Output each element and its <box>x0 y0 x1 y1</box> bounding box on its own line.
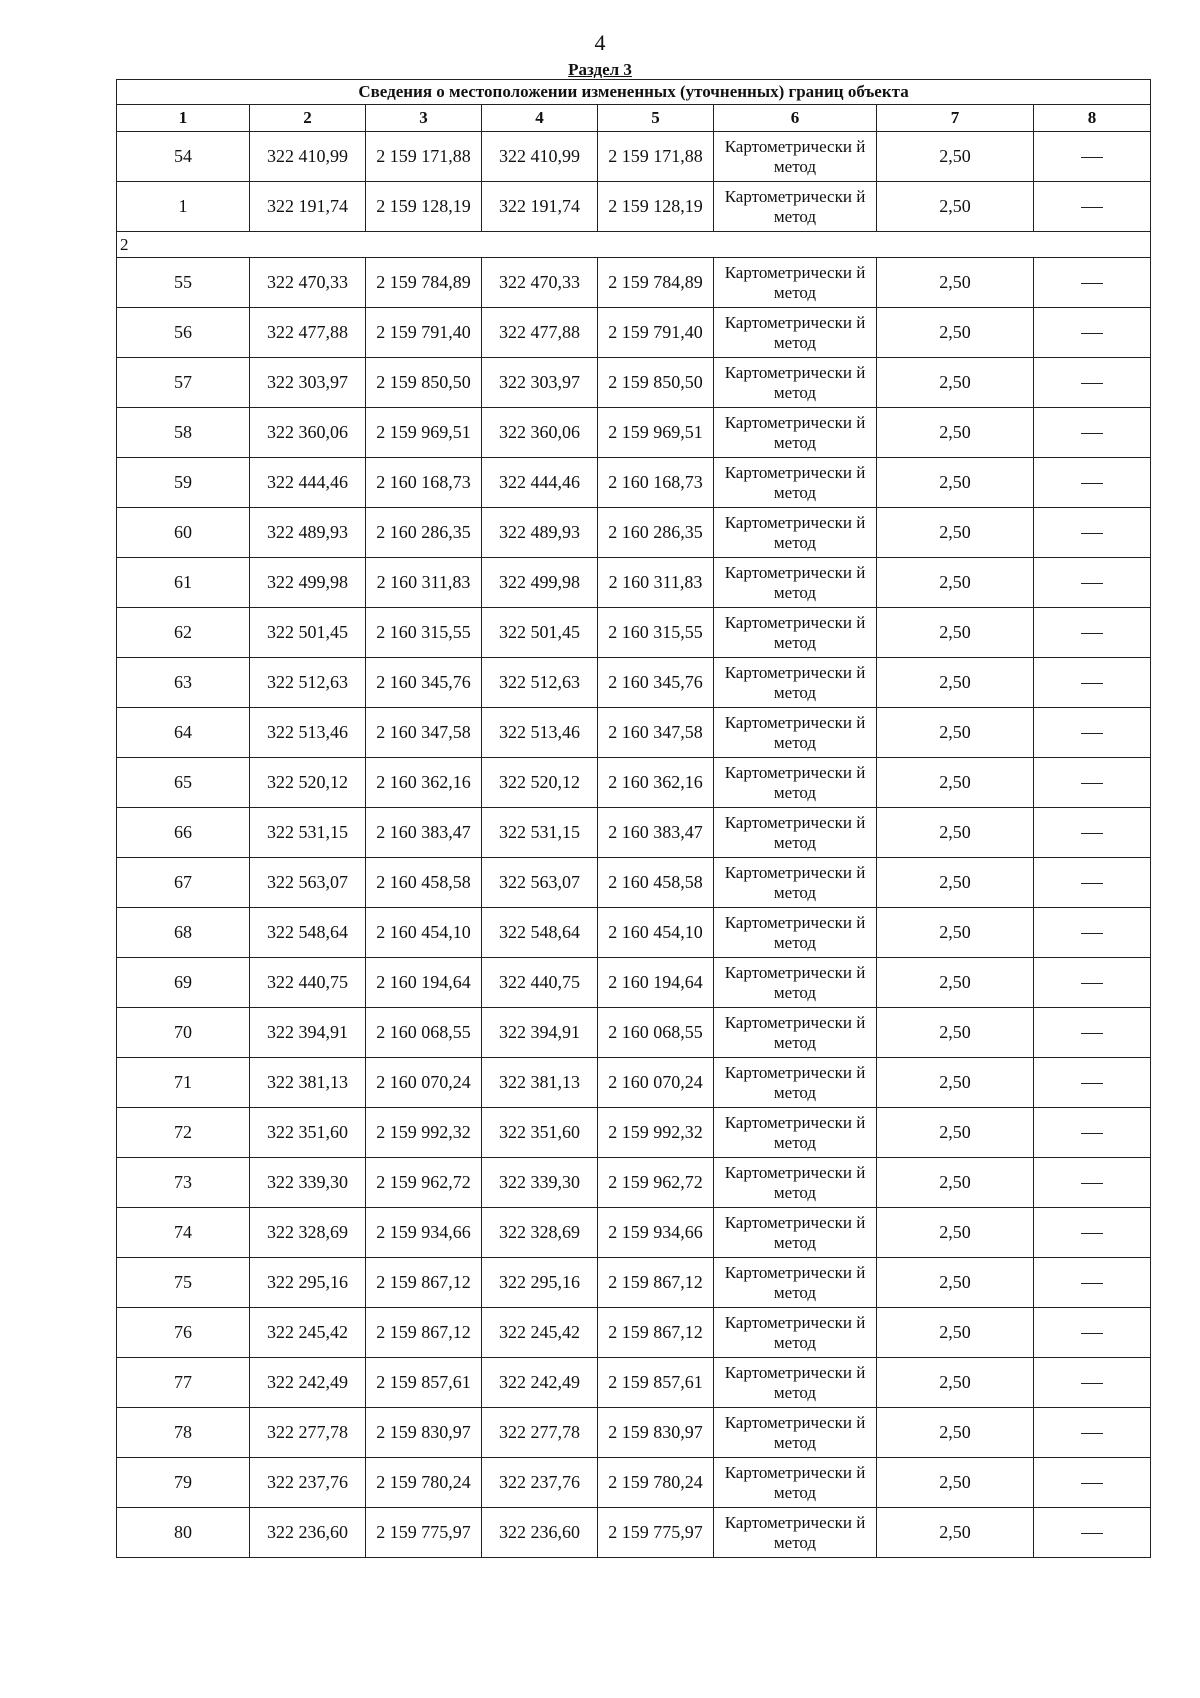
x-existing-cell: 322 548,64 <box>250 908 366 958</box>
method-cell: Картометрически й метод <box>714 1258 877 1308</box>
point-number-cell: 59 <box>117 458 250 508</box>
dash-mark <box>1081 683 1103 684</box>
y-refined-cell: 2 159 867,12 <box>598 1308 714 1358</box>
x-existing-cell: 322 477,88 <box>250 308 366 358</box>
y-refined-cell: 2 160 286,35 <box>598 508 714 558</box>
x-refined-cell: 322 394,91 <box>482 1008 598 1058</box>
x-refined-cell: 322 303,97 <box>482 358 598 408</box>
x-existing-cell: 322 440,75 <box>250 958 366 1008</box>
dash-mark <box>1081 1333 1103 1334</box>
y-refined-cell: 2 160 383,47 <box>598 808 714 858</box>
x-existing-cell: 322 245,42 <box>250 1308 366 1358</box>
method-cell: Картометрически й метод <box>714 508 877 558</box>
x-existing-cell: 322 191,74 <box>250 182 366 232</box>
x-existing-cell: 322 489,93 <box>250 508 366 558</box>
dash-mark <box>1081 633 1103 634</box>
method-cell: Картометрически й метод <box>714 608 877 658</box>
accuracy-cell: 2,50 <box>877 308 1034 358</box>
x-refined-cell: 322 237,76 <box>482 1458 598 1508</box>
accuracy-cell: 2,50 <box>877 258 1034 308</box>
dash-mark <box>1081 433 1103 434</box>
y-existing-cell: 2 159 171,88 <box>366 132 482 182</box>
accuracy-cell: 2,50 <box>877 1408 1034 1458</box>
method-cell: Картометрически й метод <box>714 558 877 608</box>
y-refined-cell: 2 160 168,73 <box>598 458 714 508</box>
y-refined-cell: 2 160 194,64 <box>598 958 714 1008</box>
x-existing-cell: 322 295,16 <box>250 1258 366 1308</box>
y-refined-cell: 2 159 780,24 <box>598 1458 714 1508</box>
point-number-cell: 66 <box>117 808 250 858</box>
boundary-points-table <box>116 79 1151 1558</box>
description-cell <box>1034 1008 1151 1058</box>
accuracy-cell: 2,50 <box>877 958 1034 1008</box>
point-number-cell: 71 <box>117 1058 250 1108</box>
point-number-cell: 64 <box>117 708 250 758</box>
point-number-cell: 73 <box>117 1158 250 1208</box>
description-cell <box>1034 132 1151 182</box>
table-row <box>117 1358 1151 1408</box>
y-refined-cell: 2 160 311,83 <box>598 558 714 608</box>
description-cell <box>1034 258 1151 308</box>
accuracy-cell: 2,50 <box>877 1058 1034 1108</box>
description-cell <box>1034 1308 1151 1358</box>
dash-mark <box>1081 1133 1103 1134</box>
y-existing-cell: 2 159 857,61 <box>366 1358 482 1408</box>
accuracy-cell: 2,50 <box>877 708 1034 758</box>
dash-mark <box>1081 283 1103 284</box>
dash-mark <box>1081 783 1103 784</box>
dash-mark <box>1081 1183 1103 1184</box>
accuracy-cell: 2,50 <box>877 1208 1034 1258</box>
column-number: 2 <box>250 105 366 132</box>
method-cell: Картометрически й метод <box>714 1508 877 1558</box>
dash-mark <box>1081 883 1103 884</box>
column-number: 5 <box>598 105 714 132</box>
y-refined-cell: 2 159 830,97 <box>598 1408 714 1458</box>
y-refined-cell: 2 159 992,32 <box>598 1108 714 1158</box>
accuracy-cell: 2,50 <box>877 1108 1034 1158</box>
dash-mark <box>1081 833 1103 834</box>
table-row <box>117 708 1151 758</box>
y-existing-cell: 2 160 068,55 <box>366 1008 482 1058</box>
y-refined-cell: 2 160 454,10 <box>598 908 714 958</box>
x-refined-cell: 322 499,98 <box>482 558 598 608</box>
dash-mark <box>1081 583 1103 584</box>
point-number-cell: 78 <box>117 1408 250 1458</box>
y-existing-cell: 2 159 784,89 <box>366 258 482 308</box>
x-refined-cell: 322 520,12 <box>482 758 598 808</box>
y-refined-cell: 2 160 347,58 <box>598 708 714 758</box>
table-row <box>117 1058 1151 1108</box>
point-number-cell: 74 <box>117 1208 250 1258</box>
dash-mark <box>1081 383 1103 384</box>
y-existing-cell: 2 160 311,83 <box>366 558 482 608</box>
y-existing-cell: 2 160 345,76 <box>366 658 482 708</box>
x-refined-cell: 322 470,33 <box>482 258 598 308</box>
point-number-cell: 61 <box>117 558 250 608</box>
y-existing-cell: 2 159 867,12 <box>366 1258 482 1308</box>
x-refined-cell: 322 351,60 <box>482 1108 598 1158</box>
y-refined-cell: 2 159 867,12 <box>598 1258 714 1308</box>
method-cell: Картометрически й метод <box>714 132 877 182</box>
dash-mark <box>1081 1283 1103 1284</box>
x-refined-cell: 322 381,13 <box>482 1058 598 1108</box>
section-title: Раздел 3 <box>568 60 632 79</box>
x-existing-cell: 322 328,69 <box>250 1208 366 1258</box>
x-refined-cell: 322 328,69 <box>482 1208 598 1258</box>
x-existing-cell: 322 501,45 <box>250 608 366 658</box>
point-number-cell: 75 <box>117 1258 250 1308</box>
method-cell: Картометрически й метод <box>714 1058 877 1108</box>
y-existing-cell: 2 160 362,16 <box>366 758 482 808</box>
table-row <box>117 1458 1151 1508</box>
point-number-cell: 54 <box>117 132 250 182</box>
y-existing-cell: 2 160 383,47 <box>366 808 482 858</box>
accuracy-cell: 2,50 <box>877 1258 1034 1308</box>
method-cell: Картометрически й метод <box>714 658 877 708</box>
dash-mark <box>1081 983 1103 984</box>
table-row <box>117 1408 1151 1458</box>
dash-mark <box>1081 157 1103 158</box>
description-cell <box>1034 1408 1151 1458</box>
x-existing-cell: 322 236,60 <box>250 1508 366 1558</box>
contour-row <box>117 232 1151 258</box>
y-existing-cell: 2 159 992,32 <box>366 1108 482 1158</box>
method-cell: Картометрически й метод <box>714 258 877 308</box>
table-row <box>117 1158 1151 1208</box>
x-refined-cell: 322 360,06 <box>482 408 598 458</box>
y-existing-cell: 2 160 347,58 <box>366 708 482 758</box>
x-existing-cell: 322 242,49 <box>250 1358 366 1408</box>
table-row <box>117 308 1151 358</box>
accuracy-cell: 2,50 <box>877 1158 1034 1208</box>
description-cell <box>1034 1508 1151 1558</box>
y-existing-cell: 2 159 775,97 <box>366 1508 482 1558</box>
dash-mark <box>1081 483 1103 484</box>
description-cell <box>1034 1458 1151 1508</box>
x-existing-cell: 322 499,98 <box>250 558 366 608</box>
description-cell <box>1034 858 1151 908</box>
accuracy-cell: 2,50 <box>877 1458 1034 1508</box>
accuracy-cell: 2,50 <box>877 132 1034 182</box>
x-existing-cell: 322 410,99 <box>250 132 366 182</box>
method-cell: Картометрически й метод <box>714 308 877 358</box>
y-existing-cell: 2 159 867,12 <box>366 1308 482 1358</box>
table-row <box>117 858 1151 908</box>
column-number: 8 <box>1034 105 1151 132</box>
x-refined-cell: 322 513,46 <box>482 708 598 758</box>
dash-mark <box>1081 733 1103 734</box>
y-refined-cell: 2 159 128,19 <box>598 182 714 232</box>
description-cell <box>1034 1158 1151 1208</box>
method-cell: Картометрически й метод <box>714 958 877 1008</box>
y-existing-cell: 2 160 168,73 <box>366 458 482 508</box>
accuracy-cell: 2,50 <box>877 358 1034 408</box>
method-cell: Картометрически й метод <box>714 1358 877 1408</box>
point-number-cell: 79 <box>117 1458 250 1508</box>
x-existing-cell: 322 531,15 <box>250 808 366 858</box>
y-refined-cell: 2 160 315,55 <box>598 608 714 658</box>
dash-mark <box>1081 1433 1103 1434</box>
point-number-cell: 69 <box>117 958 250 1008</box>
dash-mark <box>1081 1033 1103 1034</box>
dash-mark <box>1081 1483 1103 1484</box>
y-existing-cell: 2 160 286,35 <box>366 508 482 558</box>
dash-mark <box>1081 1233 1103 1234</box>
table-row <box>117 458 1151 508</box>
x-refined-cell: 322 440,75 <box>482 958 598 1008</box>
accuracy-cell: 2,50 <box>877 808 1034 858</box>
description-cell <box>1034 458 1151 508</box>
point-number-cell: 80 <box>117 1508 250 1558</box>
y-refined-cell: 2 159 934,66 <box>598 1208 714 1258</box>
method-cell: Картометрически й метод <box>714 358 877 408</box>
accuracy-cell: 2,50 <box>877 408 1034 458</box>
y-refined-cell: 2 160 068,55 <box>598 1008 714 1058</box>
x-refined-cell: 322 295,16 <box>482 1258 598 1308</box>
description-cell <box>1034 1358 1151 1408</box>
x-existing-cell: 322 237,76 <box>250 1458 366 1508</box>
table-row <box>117 808 1151 858</box>
method-cell: Картометрически й метод <box>714 1308 877 1358</box>
accuracy-cell: 2,50 <box>877 1358 1034 1408</box>
table-row <box>117 1108 1151 1158</box>
accuracy-cell: 2,50 <box>877 1308 1034 1358</box>
accuracy-cell: 2,50 <box>877 182 1034 232</box>
point-number-cell: 67 <box>117 858 250 908</box>
dash-mark <box>1081 1383 1103 1384</box>
table-caption: Сведения о местоположении измененных (уточненных) границ объекта <box>117 80 1151 105</box>
table-row <box>117 1008 1151 1058</box>
method-cell: Картометрически й метод <box>714 1458 877 1508</box>
accuracy-cell: 2,50 <box>877 508 1034 558</box>
y-refined-cell: 2 160 458,58 <box>598 858 714 908</box>
y-refined-cell: 2 159 850,50 <box>598 358 714 408</box>
y-existing-cell: 2 159 969,51 <box>366 408 482 458</box>
table-row <box>117 132 1151 182</box>
x-refined-cell: 322 489,93 <box>482 508 598 558</box>
description-cell <box>1034 408 1151 458</box>
y-refined-cell: 2 159 962,72 <box>598 1158 714 1208</box>
x-existing-cell: 322 339,30 <box>250 1158 366 1208</box>
point-number-cell: 58 <box>117 408 250 458</box>
method-cell: Картометрически й метод <box>714 1158 877 1208</box>
table-row <box>117 258 1151 308</box>
y-refined-cell: 2 160 070,24 <box>598 1058 714 1108</box>
point-number-cell: 1 <box>117 182 250 232</box>
x-existing-cell: 322 351,60 <box>250 1108 366 1158</box>
y-refined-cell: 2 159 775,97 <box>598 1508 714 1558</box>
point-number-cell: 62 <box>117 608 250 658</box>
point-number-cell: 76 <box>117 1308 250 1358</box>
method-cell: Картометрически й метод <box>714 1008 877 1058</box>
y-refined-cell: 2 159 969,51 <box>598 408 714 458</box>
accuracy-cell: 2,50 <box>877 1008 1034 1058</box>
x-existing-cell: 322 360,06 <box>250 408 366 458</box>
x-existing-cell: 322 513,46 <box>250 708 366 758</box>
table-row <box>117 408 1151 458</box>
x-refined-cell: 322 444,46 <box>482 458 598 508</box>
point-number-cell: 70 <box>117 1008 250 1058</box>
table-row <box>117 758 1151 808</box>
method-cell: Картометрически й метод <box>714 408 877 458</box>
y-existing-cell: 2 159 128,19 <box>366 182 482 232</box>
description-cell <box>1034 1258 1151 1308</box>
accuracy-cell: 2,50 <box>877 558 1034 608</box>
table-row <box>117 608 1151 658</box>
y-existing-cell: 2 160 315,55 <box>366 608 482 658</box>
table-row <box>117 958 1151 1008</box>
y-existing-cell: 2 160 454,10 <box>366 908 482 958</box>
table-row <box>117 558 1151 608</box>
description-cell <box>1034 1108 1151 1158</box>
page-number: 4 <box>594 30 606 55</box>
x-existing-cell: 322 563,07 <box>250 858 366 908</box>
table-row <box>117 1208 1151 1258</box>
description-cell <box>1034 708 1151 758</box>
table-row <box>117 1308 1151 1358</box>
y-existing-cell: 2 159 791,40 <box>366 308 482 358</box>
y-refined-cell: 2 160 345,76 <box>598 658 714 708</box>
dash-mark <box>1081 933 1103 934</box>
description-cell <box>1034 808 1151 858</box>
method-cell: Картометрически й метод <box>714 708 877 758</box>
accuracy-cell: 2,50 <box>877 758 1034 808</box>
method-cell: Картометрически й метод <box>714 808 877 858</box>
column-number-row <box>117 105 1151 132</box>
x-refined-cell: 322 563,07 <box>482 858 598 908</box>
y-existing-cell: 2 160 194,64 <box>366 958 482 1008</box>
description-cell <box>1034 1208 1151 1258</box>
description-cell <box>1034 1058 1151 1108</box>
y-existing-cell: 2 159 962,72 <box>366 1158 482 1208</box>
column-number: 1 <box>117 105 250 132</box>
method-cell: Картометрически й метод <box>714 1208 877 1258</box>
point-number-cell: 68 <box>117 908 250 958</box>
table-body <box>117 80 1151 1558</box>
table-row <box>117 1258 1151 1308</box>
column-number: 7 <box>877 105 1034 132</box>
point-number-cell: 65 <box>117 758 250 808</box>
y-existing-cell: 2 160 458,58 <box>366 858 482 908</box>
x-existing-cell: 322 520,12 <box>250 758 366 808</box>
column-number: 6 <box>714 105 877 132</box>
x-refined-cell: 322 191,74 <box>482 182 598 232</box>
x-existing-cell: 322 444,46 <box>250 458 366 508</box>
y-refined-cell: 2 159 791,40 <box>598 308 714 358</box>
method-cell: Картометрически й метод <box>714 182 877 232</box>
x-existing-cell: 322 470,33 <box>250 258 366 308</box>
description-cell <box>1034 608 1151 658</box>
point-number-cell: 77 <box>117 1358 250 1408</box>
method-cell: Картометрически й метод <box>714 858 877 908</box>
x-refined-cell: 322 477,88 <box>482 308 598 358</box>
y-refined-cell: 2 159 784,89 <box>598 258 714 308</box>
y-existing-cell: 2 160 070,24 <box>366 1058 482 1108</box>
y-existing-cell: 2 159 850,50 <box>366 358 482 408</box>
dash-mark <box>1081 333 1103 334</box>
method-cell: Картометрически й метод <box>714 1408 877 1458</box>
x-existing-cell: 322 303,97 <box>250 358 366 408</box>
x-refined-cell: 322 242,49 <box>482 1358 598 1408</box>
x-refined-cell: 322 501,45 <box>482 608 598 658</box>
column-number: 4 <box>482 105 598 132</box>
accuracy-cell: 2,50 <box>877 458 1034 508</box>
point-number-cell: 63 <box>117 658 250 708</box>
description-cell <box>1034 358 1151 408</box>
table-row <box>117 1508 1151 1558</box>
x-refined-cell: 322 245,42 <box>482 1308 598 1358</box>
table-row <box>117 908 1151 958</box>
description-cell <box>1034 182 1151 232</box>
table-caption-row <box>117 80 1151 105</box>
method-cell: Картометрически й метод <box>714 908 877 958</box>
y-existing-cell: 2 159 934,66 <box>366 1208 482 1258</box>
description-cell <box>1034 958 1151 1008</box>
x-refined-cell: 322 277,78 <box>482 1408 598 1458</box>
point-number-cell: 56 <box>117 308 250 358</box>
method-cell: Картометрически й метод <box>714 458 877 508</box>
dash-mark <box>1081 1533 1103 1534</box>
accuracy-cell: 2,50 <box>877 658 1034 708</box>
table-row <box>117 358 1151 408</box>
table-row <box>117 508 1151 558</box>
y-refined-cell: 2 160 362,16 <box>598 758 714 808</box>
method-cell: Картометрически й метод <box>714 1108 877 1158</box>
x-existing-cell: 322 277,78 <box>250 1408 366 1458</box>
x-refined-cell: 322 410,99 <box>482 132 598 182</box>
dash-mark <box>1081 533 1103 534</box>
y-existing-cell: 2 159 780,24 <box>366 1458 482 1508</box>
accuracy-cell: 2,50 <box>877 1508 1034 1558</box>
accuracy-cell: 2,50 <box>877 608 1034 658</box>
x-existing-cell: 322 394,91 <box>250 1008 366 1058</box>
y-refined-cell: 2 159 171,88 <box>598 132 714 182</box>
description-cell <box>1034 758 1151 808</box>
x-refined-cell: 322 548,64 <box>482 908 598 958</box>
x-refined-cell: 322 531,15 <box>482 808 598 858</box>
point-number-cell: 60 <box>117 508 250 558</box>
y-refined-cell: 2 159 857,61 <box>598 1358 714 1408</box>
contour-number: 2 <box>117 232 1151 258</box>
table-row <box>117 658 1151 708</box>
accuracy-cell: 2,50 <box>877 908 1034 958</box>
table-row <box>117 182 1151 232</box>
x-refined-cell: 322 339,30 <box>482 1158 598 1208</box>
x-refined-cell: 322 512,63 <box>482 658 598 708</box>
point-number-cell: 57 <box>117 358 250 408</box>
description-cell <box>1034 558 1151 608</box>
x-existing-cell: 322 381,13 <box>250 1058 366 1108</box>
dash-mark <box>1081 1083 1103 1084</box>
dash-mark <box>1081 207 1103 208</box>
description-cell <box>1034 908 1151 958</box>
y-existing-cell: 2 159 830,97 <box>366 1408 482 1458</box>
x-existing-cell: 322 512,63 <box>250 658 366 708</box>
description-cell <box>1034 658 1151 708</box>
point-number-cell: 55 <box>117 258 250 308</box>
description-cell <box>1034 308 1151 358</box>
x-refined-cell: 322 236,60 <box>482 1508 598 1558</box>
accuracy-cell: 2,50 <box>877 858 1034 908</box>
column-number: 3 <box>366 105 482 132</box>
point-number-cell: 72 <box>117 1108 250 1158</box>
method-cell: Картометрически й метод <box>714 758 877 808</box>
description-cell <box>1034 508 1151 558</box>
